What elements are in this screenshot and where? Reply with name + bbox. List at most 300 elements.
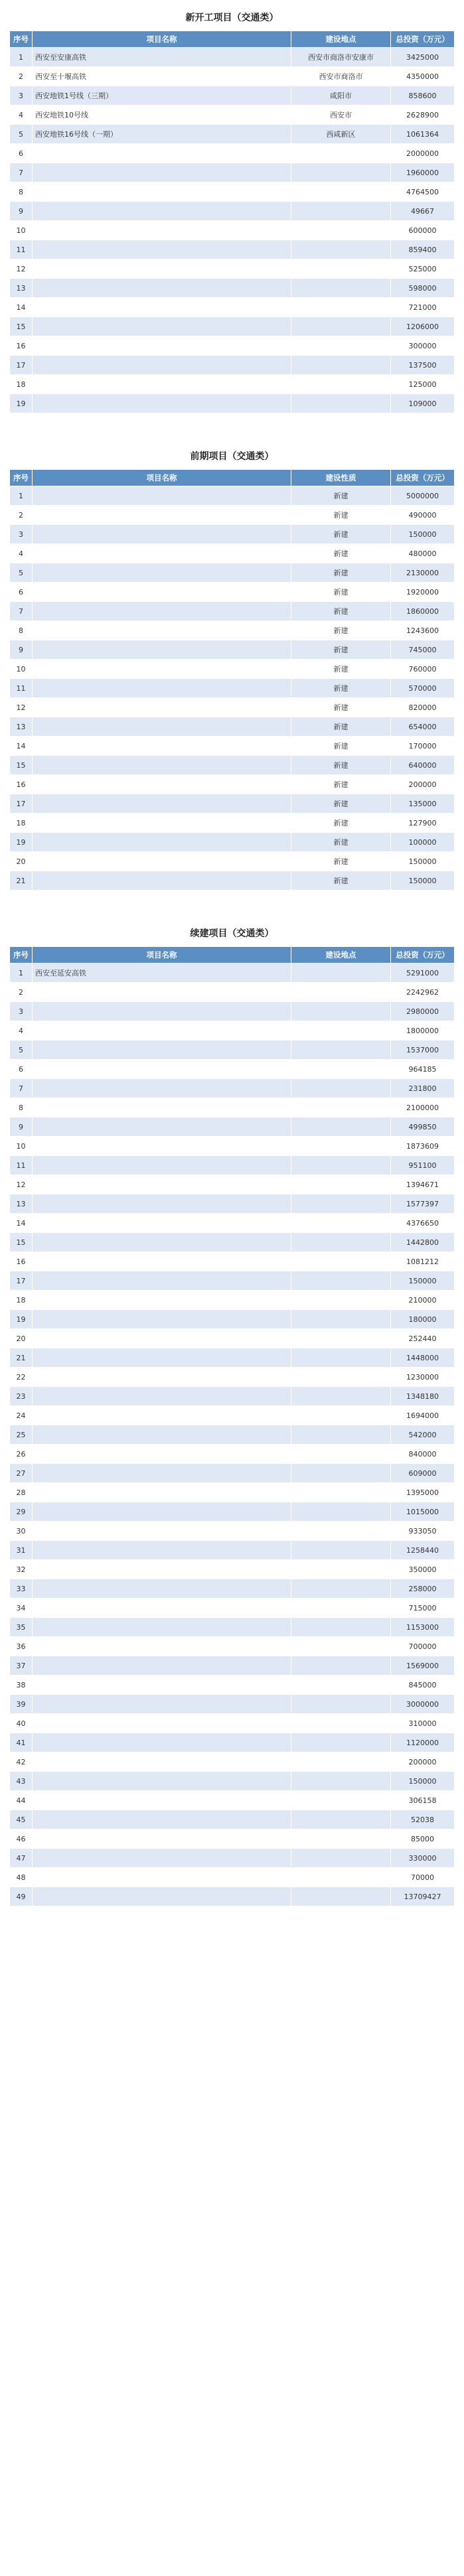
table-row xyxy=(10,1753,455,1772)
table-row xyxy=(10,356,455,375)
location xyxy=(291,1599,391,1618)
location xyxy=(291,1810,391,1829)
row-index: 30 xyxy=(10,1522,33,1541)
total-investment: 1243600 xyxy=(391,621,455,640)
table-row xyxy=(10,1329,455,1348)
location xyxy=(291,317,391,336)
table-row xyxy=(10,1541,455,1560)
table-row xyxy=(10,1868,455,1887)
table-row xyxy=(10,1021,455,1040)
total-investment: 5000000 xyxy=(391,486,455,506)
column-header: 序号 xyxy=(10,31,33,48)
column-header: 建设地点 xyxy=(291,947,391,964)
total-investment: 609000 xyxy=(391,1464,455,1483)
total-investment: 600000 xyxy=(391,221,455,240)
project-name xyxy=(33,1060,291,1079)
row-index: 16 xyxy=(10,775,33,794)
table-row xyxy=(10,259,455,279)
location xyxy=(291,1194,391,1214)
project-name xyxy=(33,1271,291,1291)
column-header: 项目名称 xyxy=(33,470,291,486)
row-index: 3 xyxy=(10,1002,33,1021)
table-row xyxy=(10,1483,455,1502)
construction-type: 新建 xyxy=(291,602,391,621)
project-name xyxy=(33,394,291,413)
location: 西安市 xyxy=(291,106,391,125)
construction-type: 新建 xyxy=(291,506,391,525)
table-row xyxy=(10,660,455,679)
total-investment: 210000 xyxy=(391,1291,455,1310)
row-index: 25 xyxy=(10,1425,33,1445)
location xyxy=(291,1002,391,1021)
table-row xyxy=(10,964,455,983)
row-index: 5 xyxy=(10,125,33,144)
location xyxy=(291,1252,391,1271)
column-header: 项目名称 xyxy=(33,947,291,964)
project-name xyxy=(33,775,291,794)
table-row xyxy=(10,1560,455,1579)
table-row xyxy=(10,1387,455,1406)
total-investment: 1153000 xyxy=(391,1618,455,1637)
table-row xyxy=(10,1291,455,1310)
row-index: 11 xyxy=(10,679,33,698)
table-row xyxy=(10,1406,455,1425)
row-index: 3 xyxy=(10,525,33,544)
location xyxy=(291,1464,391,1483)
project-name xyxy=(33,1868,291,1887)
total-investment: 1448000 xyxy=(391,1348,455,1368)
row-index: 2 xyxy=(10,67,33,86)
total-investment: 200000 xyxy=(391,1753,455,1772)
construction-type: 新建 xyxy=(291,486,391,506)
location xyxy=(291,279,391,298)
location xyxy=(291,221,391,240)
project-name xyxy=(33,1541,291,1560)
total-investment: 1873609 xyxy=(391,1137,455,1156)
total-investment: 49667 xyxy=(391,202,455,221)
project-name xyxy=(33,375,291,394)
table-row xyxy=(10,1252,455,1271)
construction-type: 新建 xyxy=(291,737,391,756)
location xyxy=(291,1522,391,1541)
table-row xyxy=(10,1233,455,1252)
total-investment: 1537000 xyxy=(391,1040,455,1060)
table-row xyxy=(10,1733,455,1753)
table-row xyxy=(10,544,455,563)
table-row xyxy=(10,1060,455,1079)
table-row xyxy=(10,375,455,394)
row-index: 19 xyxy=(10,833,33,852)
total-investment: 654000 xyxy=(391,717,455,737)
total-investment: 490000 xyxy=(391,506,455,525)
table-row xyxy=(10,394,455,413)
project-name xyxy=(33,298,291,317)
project-name xyxy=(33,317,291,336)
column-header: 总投资（万元） xyxy=(391,31,455,48)
table-row xyxy=(10,983,455,1002)
section-gap xyxy=(9,413,455,443)
location xyxy=(291,1714,391,1733)
project-name xyxy=(33,1599,291,1618)
row-index: 9 xyxy=(10,1117,33,1137)
location xyxy=(291,1753,391,1772)
total-investment: 1120000 xyxy=(391,1733,455,1753)
location xyxy=(291,1214,391,1233)
project-name xyxy=(33,1406,291,1425)
location xyxy=(291,1483,391,1502)
construction-type: 新建 xyxy=(291,525,391,544)
column-header: 总投资（万元） xyxy=(391,947,455,964)
project-name xyxy=(33,1137,291,1156)
row-index: 41 xyxy=(10,1733,33,1753)
table-row xyxy=(10,1156,455,1175)
section-title: 续建项目（交通类） xyxy=(190,928,274,939)
total-investment: 1348180 xyxy=(391,1387,455,1406)
location xyxy=(291,1849,391,1868)
project-name xyxy=(33,1676,291,1695)
table-row xyxy=(10,852,455,871)
total-investment: 951100 xyxy=(391,1156,455,1175)
row-index: 8 xyxy=(10,621,33,640)
location xyxy=(291,1425,391,1445)
project-name xyxy=(33,1502,291,1522)
project-name xyxy=(33,852,291,871)
table-row xyxy=(10,1040,455,1060)
location xyxy=(291,1829,391,1849)
project-name xyxy=(33,833,291,852)
location xyxy=(291,259,391,279)
table-row xyxy=(10,86,455,106)
row-index: 18 xyxy=(10,814,33,833)
total-investment: 85000 xyxy=(391,1829,455,1849)
total-investment: 150000 xyxy=(391,1772,455,1791)
row-index: 34 xyxy=(10,1599,33,1618)
column-header: 序号 xyxy=(10,947,33,964)
project-name xyxy=(33,1714,291,1733)
table-row xyxy=(10,1194,455,1214)
row-index: 28 xyxy=(10,1483,33,1502)
table-row xyxy=(10,1695,455,1714)
project-name xyxy=(33,1387,291,1406)
construction-type: 新建 xyxy=(291,794,391,814)
total-investment: 306158 xyxy=(391,1791,455,1810)
location xyxy=(291,1098,391,1117)
total-investment: 480000 xyxy=(391,544,455,563)
row-index: 42 xyxy=(10,1753,33,1772)
project-name xyxy=(33,1079,291,1098)
row-index: 9 xyxy=(10,202,33,221)
row-index: 48 xyxy=(10,1868,33,1887)
total-investment: 3000000 xyxy=(391,1695,455,1714)
project-name xyxy=(33,486,291,506)
table-row xyxy=(10,1214,455,1233)
section-ongoing xyxy=(9,926,455,1906)
project-name: 西安至延安高铁 xyxy=(33,964,291,983)
table-row xyxy=(10,486,455,506)
project-name xyxy=(33,259,291,279)
table-row xyxy=(10,1579,455,1599)
row-index: 4 xyxy=(10,544,33,563)
total-investment: 598000 xyxy=(391,279,455,298)
total-investment: 845000 xyxy=(391,1676,455,1695)
project-name xyxy=(33,1810,291,1829)
project-name xyxy=(33,1175,291,1194)
project-name xyxy=(33,1772,291,1791)
table-row xyxy=(10,1618,455,1637)
construction-type: 新建 xyxy=(291,563,391,583)
table-row xyxy=(10,1310,455,1329)
row-index: 6 xyxy=(10,583,33,602)
column-header: 总投资（万元） xyxy=(391,470,455,486)
location xyxy=(291,336,391,356)
table-row xyxy=(10,279,455,298)
project-name xyxy=(33,1310,291,1329)
project-name xyxy=(33,1040,291,1060)
table-row xyxy=(10,298,455,317)
location: 咸阳市 xyxy=(291,86,391,106)
row-index: 4 xyxy=(10,106,33,125)
project-name: 西安地铁16号线（一期） xyxy=(33,125,291,144)
row-index: 32 xyxy=(10,1560,33,1579)
table-row xyxy=(10,1810,455,1829)
project-name xyxy=(33,1637,291,1656)
location xyxy=(291,1079,391,1098)
project-name xyxy=(33,1291,291,1310)
construction-type: 新建 xyxy=(291,640,391,660)
row-index: 24 xyxy=(10,1406,33,1425)
total-investment: 3425000 xyxy=(391,48,455,67)
table-row xyxy=(10,775,455,794)
table-row xyxy=(10,698,455,717)
total-investment: 170000 xyxy=(391,737,455,756)
location xyxy=(291,1791,391,1810)
table-row xyxy=(10,602,455,621)
project-name xyxy=(33,1252,291,1271)
project-name xyxy=(33,698,291,717)
row-index: 39 xyxy=(10,1695,33,1714)
column-header: 建设地点 xyxy=(291,31,391,48)
total-investment: 137500 xyxy=(391,356,455,375)
total-investment: 2242962 xyxy=(391,983,455,1002)
table-row xyxy=(10,1098,455,1117)
table-row xyxy=(10,1522,455,1541)
project-name xyxy=(33,1368,291,1387)
table-row xyxy=(10,679,455,698)
total-investment: 1860000 xyxy=(391,602,455,621)
location xyxy=(291,240,391,259)
total-investment: 1258440 xyxy=(391,1541,455,1560)
total-investment: 1442800 xyxy=(391,1233,455,1252)
row-index: 35 xyxy=(10,1618,33,1637)
total-investment: 858600 xyxy=(391,86,455,106)
total-investment: 5291000 xyxy=(391,964,455,983)
project-name xyxy=(33,1483,291,1502)
location xyxy=(291,1137,391,1156)
project-name: 西安地铁10号线 xyxy=(33,106,291,125)
table-row xyxy=(10,48,455,67)
total-investment: 127900 xyxy=(391,814,455,833)
row-index: 15 xyxy=(10,317,33,336)
total-investment: 570000 xyxy=(391,679,455,698)
project-name xyxy=(33,814,291,833)
location xyxy=(291,1502,391,1522)
location xyxy=(291,1310,391,1329)
location xyxy=(291,356,391,375)
table-row xyxy=(10,1464,455,1483)
total-investment: 350000 xyxy=(391,1560,455,1579)
total-investment: 1015000 xyxy=(391,1502,455,1522)
row-index: 19 xyxy=(10,394,33,413)
total-investment: 542000 xyxy=(391,1425,455,1445)
total-investment: 150000 xyxy=(391,525,455,544)
total-investment: 2980000 xyxy=(391,1002,455,1021)
total-investment: 1395000 xyxy=(391,1483,455,1502)
total-investment: 859400 xyxy=(391,240,455,259)
row-index: 19 xyxy=(10,1310,33,1329)
location xyxy=(291,1021,391,1040)
project-name xyxy=(33,1887,291,1906)
location xyxy=(291,1233,391,1252)
project-name xyxy=(33,983,291,1002)
sections xyxy=(9,11,455,1906)
location xyxy=(291,983,391,1002)
table-row xyxy=(10,317,455,336)
table-row xyxy=(10,1079,455,1098)
location xyxy=(291,1060,391,1079)
project-name xyxy=(33,1348,291,1368)
location xyxy=(291,1368,391,1387)
project-name xyxy=(33,871,291,891)
location xyxy=(291,1579,391,1599)
location xyxy=(291,1175,391,1194)
project-name xyxy=(33,1656,291,1676)
row-index: 20 xyxy=(10,1329,33,1348)
total-investment: 2130000 xyxy=(391,563,455,583)
table-row xyxy=(10,756,455,775)
project-name xyxy=(33,525,291,544)
project-name xyxy=(33,240,291,259)
row-index: 38 xyxy=(10,1676,33,1695)
location: 西咸新区 xyxy=(291,125,391,144)
project-name xyxy=(33,221,291,240)
total-investment: 1960000 xyxy=(391,163,455,182)
location xyxy=(291,964,391,983)
total-investment: 1230000 xyxy=(391,1368,455,1387)
total-investment: 13709427 xyxy=(391,1887,455,1906)
section-title: 前期项目（交通类） xyxy=(190,451,274,462)
project-name xyxy=(33,202,291,221)
column-header: 项目名称 xyxy=(33,31,291,48)
construction-type: 新建 xyxy=(291,756,391,775)
total-investment: 150000 xyxy=(391,852,455,871)
projects-table-new xyxy=(9,31,455,413)
table-row xyxy=(10,1829,455,1849)
total-investment: 70000 xyxy=(391,1868,455,1887)
row-index: 15 xyxy=(10,756,33,775)
total-investment: 715000 xyxy=(391,1599,455,1618)
project-name xyxy=(33,1618,291,1637)
location xyxy=(291,1329,391,1348)
row-index: 37 xyxy=(10,1656,33,1676)
location xyxy=(291,1040,391,1060)
location xyxy=(291,1887,391,1906)
total-investment: 100000 xyxy=(391,833,455,852)
table-row xyxy=(10,1117,455,1137)
total-investment: 200000 xyxy=(391,775,455,794)
row-index: 44 xyxy=(10,1791,33,1810)
total-investment: 1577397 xyxy=(391,1194,455,1214)
project-name xyxy=(33,1560,291,1579)
total-investment: 252440 xyxy=(391,1329,455,1348)
location xyxy=(291,1676,391,1695)
project-name xyxy=(33,1233,291,1252)
row-index: 18 xyxy=(10,375,33,394)
row-index: 6 xyxy=(10,144,33,163)
total-investment: 525000 xyxy=(391,259,455,279)
project-name xyxy=(33,717,291,737)
project-name xyxy=(33,1445,291,1464)
table-row xyxy=(10,506,455,525)
table-row xyxy=(10,1637,455,1656)
location xyxy=(291,1618,391,1637)
row-index: 5 xyxy=(10,563,33,583)
table-row xyxy=(10,106,455,125)
row-index: 43 xyxy=(10,1772,33,1791)
project-name xyxy=(33,1214,291,1233)
total-investment: 2100000 xyxy=(391,1098,455,1117)
table-row xyxy=(10,1599,455,1618)
location xyxy=(291,1348,391,1368)
location xyxy=(291,1406,391,1425)
total-investment: 180000 xyxy=(391,1310,455,1329)
location xyxy=(291,298,391,317)
project-name xyxy=(33,1849,291,1868)
project-name xyxy=(33,1021,291,1040)
total-investment: 745000 xyxy=(391,640,455,660)
row-index: 10 xyxy=(10,221,33,240)
location xyxy=(291,1156,391,1175)
location xyxy=(291,1445,391,1464)
project-name xyxy=(33,1579,291,1599)
project-name xyxy=(33,583,291,602)
location xyxy=(291,1656,391,1676)
column-header: 建设性质 xyxy=(291,470,391,486)
construction-type: 新建 xyxy=(291,814,391,833)
total-investment: 964185 xyxy=(391,1060,455,1079)
project-name xyxy=(33,1464,291,1483)
construction-type: 新建 xyxy=(291,660,391,679)
table-row xyxy=(10,525,455,544)
table-header-row xyxy=(10,31,455,48)
total-investment: 300000 xyxy=(391,336,455,356)
table-row xyxy=(10,833,455,852)
row-index: 5 xyxy=(10,1040,33,1060)
row-index: 17 xyxy=(10,794,33,814)
total-investment: 1081212 xyxy=(391,1252,455,1271)
project-name xyxy=(33,660,291,679)
construction-type: 新建 xyxy=(291,871,391,891)
project-name xyxy=(33,1733,291,1753)
section-prep xyxy=(9,449,455,891)
project-name xyxy=(33,336,291,356)
section-gap xyxy=(9,891,455,920)
total-investment: 150000 xyxy=(391,1271,455,1291)
total-investment: 640000 xyxy=(391,756,455,775)
total-investment: 760000 xyxy=(391,660,455,679)
row-index: 23 xyxy=(10,1387,33,1406)
row-index: 13 xyxy=(10,279,33,298)
total-investment: 258000 xyxy=(391,1579,455,1599)
